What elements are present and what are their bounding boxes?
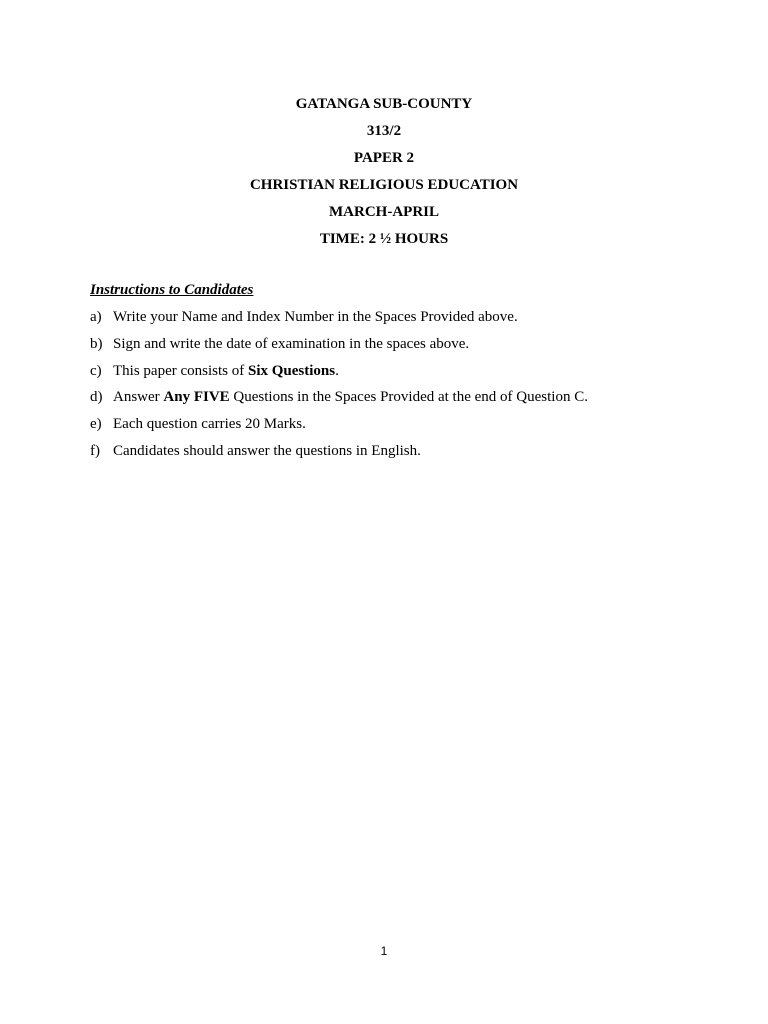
list-item (90, 440, 710, 462)
list-item-letter: c) (90, 362, 102, 379)
list-item (90, 386, 710, 408)
list-item-letter: e) (90, 416, 102, 433)
list-item (90, 333, 710, 355)
list-item (90, 360, 710, 382)
list-item-text (113, 413, 306, 435)
list-item-emphasis: Any FIVE (163, 389, 230, 406)
list-item-text (113, 360, 339, 382)
list-item-letter: b) (90, 335, 103, 352)
list-item-text-before: Sign and write the date of examination in the spaces above. (113, 335, 470, 352)
instructions-section (90, 279, 710, 467)
list-item-text-before: This paper consists of (113, 362, 248, 379)
header-paper-code: 313/2 (366, 123, 402, 139)
header-session: MARCH-APRIL (329, 204, 439, 220)
header-subject: CHRISTIAN RELIGIOUS EDUCATION (249, 177, 519, 193)
page-number: 1 (380, 944, 388, 958)
list-item (90, 413, 710, 435)
list-item-letter: f) (90, 442, 100, 459)
list-item-emphasis: Six Questions (247, 362, 336, 379)
list-item-letter: d) (90, 389, 103, 406)
list-item-text-before: Each question carries 20 Marks. (113, 416, 306, 433)
list-item-text (113, 440, 421, 462)
list-item-text (113, 333, 469, 355)
exam-header (0, 91, 768, 253)
list-item-text (113, 386, 588, 408)
list-item-text-before: Write your Name and Index Number in the Spaces Provided above. (113, 309, 518, 325)
list-item-text (113, 306, 518, 328)
header-subcounty: GATANGA SUB-COUNTY (295, 96, 473, 112)
list-item-text-after: Questions in the Spaces Provided at the end of Question C. (229, 389, 588, 406)
list-item-text-before: Answer (113, 389, 164, 406)
list-item-letter: a) (90, 309, 102, 325)
instructions-heading: Instructions to Candidates (90, 282, 254, 298)
list-item (90, 306, 710, 328)
header-paper-number: PAPER 2 (353, 150, 415, 166)
list-item-text-after: . (335, 362, 339, 379)
list-item-text-before: Candidates should answer the questions in English. (113, 442, 421, 459)
header-time: TIME: 2 ½ HOURS (319, 231, 449, 247)
